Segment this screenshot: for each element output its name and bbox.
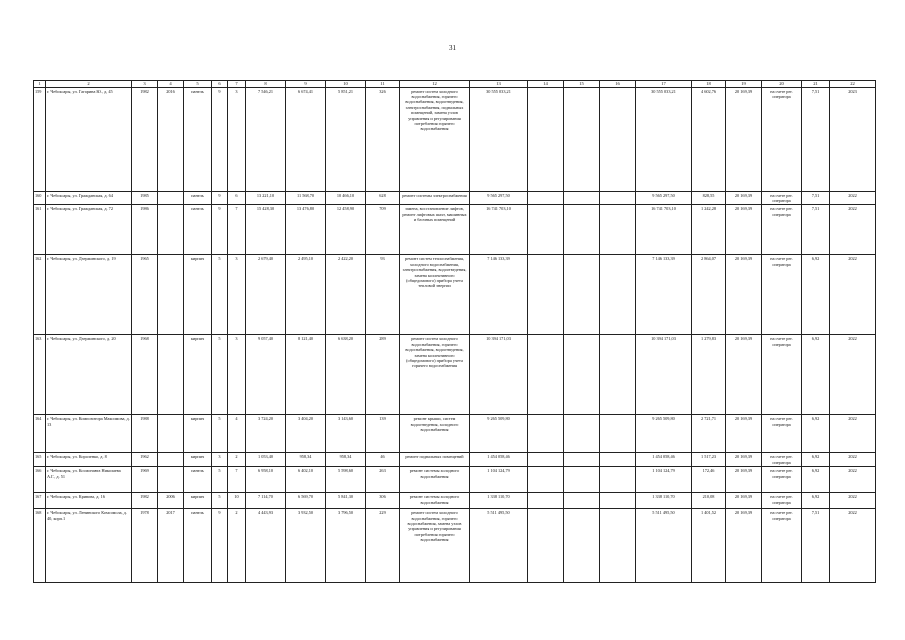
- residents-cell: 709: [366, 205, 400, 255]
- contribution-rate-cell: 6,92: [802, 255, 830, 335]
- row-number-cell: 160: [34, 191, 46, 205]
- fund-col-16-cell: [600, 335, 636, 415]
- column-number: 1: [34, 81, 46, 88]
- contribution-rate-cell: 7,51: [802, 191, 830, 205]
- cost-per-sqm-cell: 4 602,76: [692, 87, 726, 191]
- address-cell: г. Чебоксары, ул. Гражданская, д. 64: [46, 191, 132, 205]
- floors-cell: 5: [212, 493, 228, 509]
- repair-work-cell: ремонт подвальных помещений: [400, 453, 470, 467]
- residential-area-cell: 5 598,60: [326, 467, 366, 493]
- contribution-rate-cell: 6,92: [802, 335, 830, 415]
- year-built-cell: 1969: [132, 467, 158, 493]
- total-cost-cell: 16 741 703,10: [470, 205, 528, 255]
- year-built-cell: 1982: [132, 87, 158, 191]
- year-renovated-cell: [158, 255, 184, 335]
- year-built-cell: 1986: [132, 205, 158, 255]
- floors-cell: 9: [212, 191, 228, 205]
- address-cell: г. Чебоксары, ул. Гагарина Ю., д. 45: [46, 87, 132, 191]
- address-cell: г. Чебоксары, ул. Дзержинского, д. 19: [46, 255, 132, 335]
- owners-funds-cell: 9 265 509,80: [636, 415, 692, 453]
- limit-cost-cell: 20 169,39: [726, 87, 762, 191]
- table-row: [34, 191, 876, 205]
- residential-area-cell: 3 796,50: [326, 509, 366, 583]
- fund-col-14-cell: [528, 255, 564, 335]
- address-cell: г. Чебоксары, ул. Кривова, д. 16: [46, 493, 132, 509]
- total-cost-cell: 1 104 124,79: [470, 467, 528, 493]
- contribution-rate-cell: 6,92: [802, 467, 830, 493]
- contribution-rate-cell: 6,92: [802, 493, 830, 509]
- entrances-cell: 2: [228, 453, 246, 467]
- completion-year-cell: 2022: [830, 415, 876, 453]
- total-cost-cell: 7 146 133,39: [470, 255, 528, 335]
- cost-per-sqm-cell: 1 279,83: [692, 335, 726, 415]
- fund-col-14-cell: [528, 415, 564, 453]
- row-number-cell: 167: [34, 493, 46, 509]
- owners-funds-cell: 7 146 133,39: [636, 255, 692, 335]
- residential-area-cell: 5 851,21: [326, 87, 366, 191]
- fund-col-16-cell: [600, 255, 636, 335]
- living-area-cell: 8 121,40: [286, 335, 326, 415]
- wall-material-cell: панель: [184, 509, 212, 583]
- residents-cell: 628: [366, 191, 400, 205]
- living-area-cell: 6 402,10: [286, 467, 326, 493]
- address-cell: г. Чебоксары, ул. Космонавта Николаева А.Г., д. 51: [46, 467, 132, 493]
- wall-material-cell: панель: [184, 205, 212, 255]
- total-area-cell: 9 057,40: [246, 335, 286, 415]
- residential-area-cell: 12 458,90: [326, 205, 366, 255]
- column-number: 16: [600, 81, 636, 88]
- owners-funds-cell: 10 394 171,03: [636, 335, 692, 415]
- repair-work-cell: ремонт систем холодного водоснабжения, горячего водоснабжения, водоотведения, замена коллективного (общедомового) прибора учета горячего водоснабжения: [400, 335, 470, 415]
- contribution-rate-cell: 6,92: [802, 453, 830, 467]
- entrances-cell: 7: [228, 205, 246, 255]
- residential-area-cell: 958,34: [326, 453, 366, 467]
- year-renovated-cell: 2016: [158, 87, 184, 191]
- column-number: 15: [564, 81, 600, 88]
- owners-funds-cell: 1 338 110,70: [636, 493, 692, 509]
- address-cell: г. Чебоксары, ул. Короленко, д. 8: [46, 453, 132, 467]
- row-number-cell: 161: [34, 205, 46, 255]
- column-number: 14: [528, 81, 564, 88]
- residential-area-cell: 10 466,10: [326, 191, 366, 205]
- column-number: 8: [246, 81, 286, 88]
- completion-year-cell: 2022: [830, 335, 876, 415]
- year-built-cell: 1962: [132, 453, 158, 467]
- table-row: [34, 335, 876, 415]
- entrances-cell: 10: [228, 493, 246, 509]
- wall-material-cell: кирпич: [184, 493, 212, 509]
- residents-cell: 229: [366, 509, 400, 583]
- fund-col-14-cell: [528, 493, 564, 509]
- year-renovated-cell: 2006: [158, 493, 184, 509]
- limit-cost-cell: 20 169,39: [726, 255, 762, 335]
- row-number-cell: 165: [34, 453, 46, 467]
- fund-account-cell: на счете рег. оператора: [762, 205, 802, 255]
- fund-col-15-cell: [564, 453, 600, 467]
- fund-col-14-cell: [528, 87, 564, 191]
- table-row: [34, 255, 876, 335]
- table-row: [34, 87, 876, 191]
- limit-cost-cell: 20 169,39: [726, 205, 762, 255]
- total-cost-cell: 30 555 033,21: [470, 87, 528, 191]
- cost-per-sqm-cell: 1 401,52: [692, 509, 726, 583]
- repair-work-cell: ремонт системы холодного водоснабжения: [400, 467, 470, 493]
- total-area-cell: 3 724,20: [246, 415, 286, 453]
- total-area-cell: 13 221,10: [246, 191, 286, 205]
- residential-area-cell: 5 841,30: [326, 493, 366, 509]
- fund-col-14-cell: [528, 453, 564, 467]
- column-number: 20: [762, 81, 802, 88]
- total-area-cell: 15 428,30: [246, 205, 286, 255]
- contribution-rate-cell: 7,51: [802, 509, 830, 583]
- address-cell: г. Чебоксары, ул. Композитора Максимова, д. 13: [46, 415, 132, 453]
- year-renovated-cell: [158, 335, 184, 415]
- residents-cell: 326: [366, 87, 400, 191]
- fund-account-cell: на счете рег. оператора: [762, 509, 802, 583]
- residential-area-cell: 3 143,60: [326, 415, 366, 453]
- floors-cell: 5: [212, 467, 228, 493]
- year-built-cell: 1978: [132, 509, 158, 583]
- living-area-cell: 6 569,70: [286, 493, 326, 509]
- cost-per-sqm-cell: 210,08: [692, 493, 726, 509]
- entrances-cell: 3: [228, 255, 246, 335]
- living-area-cell: 958,34: [286, 453, 326, 467]
- residents-cell: 139: [366, 415, 400, 453]
- total-cost-cell: 9 565 297,50: [470, 191, 528, 205]
- total-area-cell: 2 679,40: [246, 255, 286, 335]
- fund-col-16-cell: [600, 493, 636, 509]
- fund-account-cell: на счете рег. оператора: [762, 415, 802, 453]
- entrances-cell: 6: [228, 191, 246, 205]
- table-row: [34, 205, 876, 255]
- fund-account-cell: на счете рег. оператора: [762, 335, 802, 415]
- entrances-cell: 3: [228, 335, 246, 415]
- floors-cell: 9: [212, 205, 228, 255]
- total-cost-cell: 9 265 509,80: [470, 415, 528, 453]
- total-cost-cell: 1 454 058,46: [470, 453, 528, 467]
- year-renovated-cell: [158, 205, 184, 255]
- repair-work-cell: ремонт крыши, систем водоотведения, холодного водоснабжения: [400, 415, 470, 453]
- table-row: [34, 467, 876, 493]
- year-built-cell: 1985: [132, 191, 158, 205]
- limit-cost-cell: 20 169,39: [726, 493, 762, 509]
- column-number: 18: [692, 81, 726, 88]
- repair-program-table: [33, 80, 876, 583]
- address-cell: г. Чебоксары, ул. Ленинского Комсомола, д. 40, корп.1: [46, 509, 132, 583]
- table-row: [34, 453, 876, 467]
- total-area-cell: 4 443,93: [246, 509, 286, 583]
- contribution-rate-cell: 7,51: [802, 205, 830, 255]
- column-number: 22: [830, 81, 876, 88]
- address-cell: г. Чебоксары, ул. Гражданская, д. 72: [46, 205, 132, 255]
- wall-material-cell: кирпич: [184, 255, 212, 335]
- limit-cost-cell: 20 169,39: [726, 453, 762, 467]
- total-cost-cell: 5 511 495,50: [470, 509, 528, 583]
- fund-account-cell: на счете рег. оператора: [762, 467, 802, 493]
- column-number: 19: [726, 81, 762, 88]
- contribution-rate-cell: 7,51: [802, 87, 830, 191]
- column-number: 7: [228, 81, 246, 88]
- completion-year-cell: 2022: [830, 453, 876, 467]
- repair-work-cell: ремонт системы электроснабжения: [400, 191, 470, 205]
- living-area-cell: 2 495,10: [286, 255, 326, 335]
- cost-per-sqm-cell: 1 517,23: [692, 453, 726, 467]
- repair-work-cell: ремонт систем теплоснабжения, холодного водоснабжения, электроснабжения, водоотведения, замена коллективного (общедомового) прибора учета тепловой энергии: [400, 255, 470, 335]
- wall-material-cell: кирпич: [184, 415, 212, 453]
- cost-per-sqm-cell: 2 721,71: [692, 415, 726, 453]
- residential-area-cell: 2 422,20: [326, 255, 366, 335]
- column-number: 17: [636, 81, 692, 88]
- cost-per-sqm-cell: 1 242,28: [692, 205, 726, 255]
- floors-cell: 9: [212, 87, 228, 191]
- limit-cost-cell: 20 169,39: [726, 467, 762, 493]
- row-number-cell: 159: [34, 87, 46, 191]
- fund-account-cell: на счете рег. оператора: [762, 255, 802, 335]
- repair-work-cell: замена, восстановление лифтов, ремонт лифтовых шахт, машинных и блочных помещений: [400, 205, 470, 255]
- residents-cell: 263: [366, 467, 400, 493]
- living-area-cell: 6 674,41: [286, 87, 326, 191]
- year-built-cell: 1965: [132, 255, 158, 335]
- fund-account-cell: на счете рег. оператора: [762, 493, 802, 509]
- repair-work-cell: ремонт систем холодного водоснабжения, горячего водоснабжения, водоотведения, электроснабжения, подвальных помещений, замена узлов управления и регулирования потребления горячего водоснабжения: [400, 87, 470, 191]
- fund-col-16-cell: [600, 509, 636, 583]
- total-area-cell: 1 053,40: [246, 453, 286, 467]
- owners-funds-cell: 1 454 058,46: [636, 453, 692, 467]
- fund-col-16-cell: [600, 191, 636, 205]
- limit-cost-cell: 20 169,39: [726, 415, 762, 453]
- fund-col-15-cell: [564, 335, 600, 415]
- fund-col-15-cell: [564, 509, 600, 583]
- total-cost-cell: 1 338 110,70: [470, 493, 528, 509]
- column-number: 3: [132, 81, 158, 88]
- column-number: 4: [158, 81, 184, 88]
- column-number: 13: [470, 81, 528, 88]
- floors-cell: 5: [212, 255, 228, 335]
- owners-funds-cell: 1 104 124,79: [636, 467, 692, 493]
- limit-cost-cell: 20 169,39: [726, 509, 762, 583]
- repair-work-cell: ремонт систем холодного водоснабжения, горячего водоснабжения, замена узлов управления и регулирования потребления горячего водоснабжения: [400, 509, 470, 583]
- wall-material-cell: панель: [184, 191, 212, 205]
- column-number-row: [34, 81, 876, 88]
- residents-cell: 289: [366, 335, 400, 415]
- table-row: [34, 415, 876, 453]
- wall-material-cell: панель: [184, 467, 212, 493]
- entrances-cell: 7: [228, 467, 246, 493]
- contribution-rate-cell: 6,92: [802, 415, 830, 453]
- fund-col-16-cell: [600, 467, 636, 493]
- table-row: [34, 493, 876, 509]
- owners-funds-cell: 16 741 703,10: [636, 205, 692, 255]
- fund-col-15-cell: [564, 205, 600, 255]
- fund-account-cell: на счете рег. оператора: [762, 453, 802, 467]
- fund-col-14-cell: [528, 335, 564, 415]
- total-area-cell: 7 114,70: [246, 493, 286, 509]
- owners-funds-cell: 9 565 297,50: [636, 191, 692, 205]
- owners-funds-cell: 30 555 033,21: [636, 87, 692, 191]
- column-number: 9: [286, 81, 326, 88]
- floors-cell: 9: [212, 509, 228, 583]
- fund-col-15-cell: [564, 467, 600, 493]
- row-number-cell: 166: [34, 467, 46, 493]
- completion-year-cell: 2022: [830, 493, 876, 509]
- row-number-cell: 163: [34, 335, 46, 415]
- fund-account-cell: на счете рег. оператора: [762, 191, 802, 205]
- year-renovated-cell: [158, 453, 184, 467]
- wall-material-cell: кирпич: [184, 453, 212, 467]
- repair-work-cell: ремонт системы холодного водоснабжения: [400, 493, 470, 509]
- residents-cell: 93: [366, 255, 400, 335]
- column-number: 10: [326, 81, 366, 88]
- fund-col-16-cell: [600, 415, 636, 453]
- total-cost-cell: 10 394 171,03: [470, 335, 528, 415]
- entrances-cell: 2: [228, 509, 246, 583]
- table-row: [34, 509, 876, 583]
- cost-per-sqm-cell: 828,55: [692, 191, 726, 205]
- entrances-cell: 3: [228, 87, 246, 191]
- fund-col-14-cell: [528, 467, 564, 493]
- column-number: 6: [212, 81, 228, 88]
- year-renovated-cell: [158, 415, 184, 453]
- page-number: 31: [449, 44, 456, 52]
- fund-col-15-cell: [564, 87, 600, 191]
- fund-col-15-cell: [564, 415, 600, 453]
- year-built-cell: 1968: [132, 335, 158, 415]
- completion-year-cell: 2022: [830, 467, 876, 493]
- owners-funds-cell: 5 511 495,50: [636, 509, 692, 583]
- fund-account-cell: на счете рег. оператора: [762, 87, 802, 191]
- row-number-cell: 162: [34, 255, 46, 335]
- completion-year-cell: 2022: [830, 205, 876, 255]
- fund-col-14-cell: [528, 191, 564, 205]
- fund-col-15-cell: [564, 255, 600, 335]
- floors-cell: 5: [212, 415, 228, 453]
- wall-material-cell: панель: [184, 87, 212, 191]
- column-number: 2: [46, 81, 132, 88]
- fund-col-15-cell: [564, 493, 600, 509]
- living-area-cell: 3 932,50: [286, 509, 326, 583]
- year-built-cell: 1982: [132, 493, 158, 509]
- year-built-cell: 1988: [132, 415, 158, 453]
- limit-cost-cell: 20 169,39: [726, 191, 762, 205]
- column-number: 21: [802, 81, 830, 88]
- total-area-cell: 7 546,21: [246, 87, 286, 191]
- residents-cell: 46: [366, 453, 400, 467]
- fund-col-14-cell: [528, 509, 564, 583]
- residential-area-cell: 6 638,20: [326, 335, 366, 415]
- total-area-cell: 6 958,10: [246, 467, 286, 493]
- residents-cell: 306: [366, 493, 400, 509]
- address-cell: г. Чебоксары, ул. Дзержинского, д. 20: [46, 335, 132, 415]
- cost-per-sqm-cell: 2 864,07: [692, 255, 726, 335]
- floors-cell: 5: [212, 335, 228, 415]
- year-renovated-cell: [158, 467, 184, 493]
- row-number-cell: 164: [34, 415, 46, 453]
- entrances-cell: 4: [228, 415, 246, 453]
- wall-material-cell: кирпич: [184, 335, 212, 415]
- column-number: 11: [366, 81, 400, 88]
- fund-col-16-cell: [600, 205, 636, 255]
- limit-cost-cell: 20 169,39: [726, 335, 762, 415]
- year-renovated-cell: [158, 191, 184, 205]
- fund-col-15-cell: [564, 191, 600, 205]
- column-number: 12: [400, 81, 470, 88]
- living-area-cell: 3 404,20: [286, 415, 326, 453]
- completion-year-cell: 2023: [830, 87, 876, 191]
- fund-col-16-cell: [600, 87, 636, 191]
- cost-per-sqm-cell: 172,46: [692, 467, 726, 493]
- completion-year-cell: 2022: [830, 255, 876, 335]
- completion-year-cell: 2022: [830, 509, 876, 583]
- living-area-cell: 13 476,80: [286, 205, 326, 255]
- row-number-cell: 168: [34, 509, 46, 583]
- completion-year-cell: 2022: [830, 191, 876, 205]
- fund-col-16-cell: [600, 453, 636, 467]
- fund-col-14-cell: [528, 205, 564, 255]
- year-renovated-cell: 2017: [158, 509, 184, 583]
- column-number: 5: [184, 81, 212, 88]
- floors-cell: 3: [212, 453, 228, 467]
- living-area-cell: 11 568,70: [286, 191, 326, 205]
